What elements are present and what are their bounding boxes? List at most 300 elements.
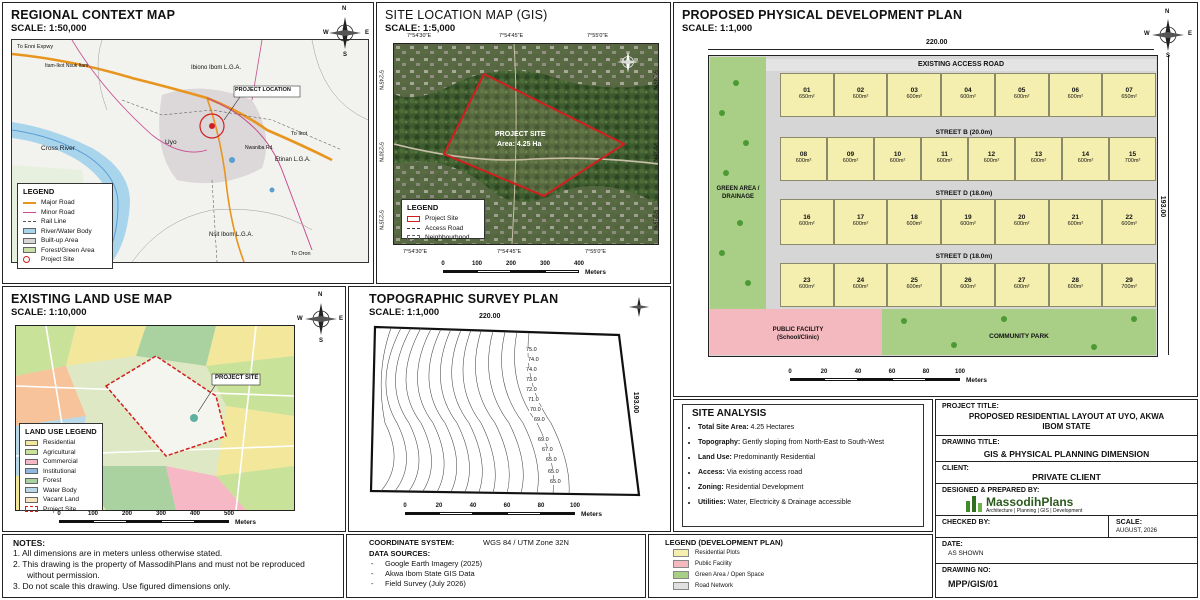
- coord-right-1: 5°2'45"N: [651, 70, 658, 90]
- built-up-area: [159, 89, 266, 184]
- land-use-legend-title: LAND USE LEGEND: [25, 427, 97, 436]
- scalebar-segment: [824, 378, 858, 381]
- drawing-no-label: DRAWING NO:: [942, 567, 991, 574]
- legend-forest: [23, 246, 107, 256]
- topo-scale: SCALE: 1:1,000: [369, 307, 440, 318]
- legend-project-site: [23, 255, 107, 265]
- client-row: [936, 462, 1197, 484]
- land-parcel: [216, 406, 294, 476]
- plot-number: 23: [803, 277, 811, 284]
- date-row: [936, 538, 1197, 564]
- bullet: -: [371, 569, 374, 578]
- site-location-panel: [376, 2, 671, 284]
- plot-area: 600m²: [795, 158, 812, 164]
- plot-number: 29: [1125, 277, 1133, 284]
- project-title-label: PROJECT TITLE:: [942, 403, 999, 410]
- scalebar-segment: [541, 512, 575, 515]
- scalebar-segment: [858, 378, 892, 381]
- plot-area: 600m²: [1013, 221, 1030, 227]
- plot-number: 12: [987, 151, 996, 158]
- site-analysis-value: Via existing access road: [726, 469, 803, 476]
- plot-area: 600m²: [842, 158, 859, 164]
- plot-04: [941, 73, 995, 117]
- compass-w: W: [297, 316, 303, 322]
- community-park: [882, 309, 1156, 355]
- access-road-label: EXISTING ACCESS ROAD: [917, 61, 1005, 68]
- legend-label: Neighbourhood: [425, 234, 470, 242]
- project-location-dot: [209, 123, 215, 129]
- plot-area: 600m²: [960, 221, 976, 227]
- development-plan-panel: [673, 2, 1198, 397]
- regional-legend: [17, 183, 113, 269]
- plot-area: 600m²: [889, 158, 906, 164]
- contour-label: 71.0: [528, 397, 539, 403]
- water-swatch: [25, 487, 38, 493]
- legend-river: [23, 227, 107, 237]
- designed-row: [936, 484, 1197, 516]
- scalebar-tick-label: 0: [403, 503, 407, 509]
- plot-swatch: [673, 549, 689, 557]
- contour-line: [475, 331, 509, 493]
- green-strip: [710, 57, 766, 309]
- compass-rose-icon: [323, 11, 370, 55]
- note-line: without permission.: [27, 570, 100, 580]
- coord-system-value: WGS 84 / UTM Zone 32N: [483, 538, 569, 547]
- plot-28: [1049, 263, 1103, 307]
- land-use-panel: [2, 286, 346, 532]
- label-road: Nwaniba Rd.: [245, 145, 274, 151]
- vacant-swatch: [25, 497, 38, 503]
- access-swatch: [407, 228, 420, 229]
- site-analysis-item: [698, 469, 928, 476]
- drawing-no-row: [936, 564, 1197, 598]
- plot-number: 13: [1034, 151, 1043, 158]
- plot-19: [941, 199, 995, 245]
- land-use-scalebar: [59, 511, 289, 531]
- scalebar-tick-label: 200: [121, 511, 132, 517]
- site-analysis-value: Gently sloping from North-East to South-West: [742, 439, 885, 446]
- pdp-dim-right: 193.00: [1159, 195, 1167, 218]
- plot-area: 600m²: [983, 158, 1000, 164]
- company-tagline: Architecture | Planning | GIS | Development: [986, 508, 1083, 514]
- regional-legend-title: LEGEND: [23, 187, 55, 196]
- water-dot: [229, 157, 235, 163]
- compass-rose-icon: [625, 293, 653, 321]
- plot-26: [941, 263, 995, 307]
- scalebar-tick-label: 20: [820, 369, 828, 375]
- topo-boundary: [371, 327, 639, 495]
- sources-panel: [346, 534, 646, 598]
- plot-24: [834, 263, 888, 307]
- source-item: Akwa Ibom State GIS Data: [385, 569, 475, 578]
- plot-area: 600m²: [936, 158, 953, 164]
- scalebar-unit: Meters: [966, 377, 987, 384]
- project-site-swatch: [25, 506, 38, 512]
- label-uyo: Uyo: [165, 139, 177, 146]
- plot-number: 21: [1071, 214, 1080, 221]
- residential-swatch: [25, 440, 38, 446]
- major-road-swatch: [23, 202, 36, 204]
- coord-bottom-1: 7°54'30"E: [403, 249, 428, 255]
- scalebar-tick-label: 100: [87, 511, 98, 517]
- plot-06: [1049, 73, 1103, 117]
- legend-label: Institutional: [43, 467, 76, 475]
- scalebar-segment: [439, 512, 473, 515]
- bullet: -: [371, 559, 374, 568]
- legend-minor-road: [23, 208, 107, 218]
- plot-01: [780, 73, 834, 117]
- site-analysis-key: Land Use:: [698, 454, 732, 461]
- legend-label: Water Body: [43, 486, 77, 494]
- scalebar-segment: [926, 378, 960, 381]
- regional-context-panel: [2, 2, 374, 284]
- river-swatch: [23, 228, 36, 234]
- legend-label: Road Network: [695, 583, 734, 589]
- plot-10: [874, 137, 921, 181]
- contour-label: 75.0: [526, 347, 537, 353]
- site-scalebar: [443, 261, 639, 281]
- water-dot-2: [270, 188, 275, 193]
- checked-label: CHECKED BY:: [942, 519, 991, 526]
- contour-line: [395, 328, 419, 491]
- bullet: -: [371, 579, 374, 588]
- plot-number: 01: [803, 87, 811, 94]
- compass-e: E: [365, 30, 370, 36]
- company-logo-icon: [966, 496, 982, 512]
- legend-label: Built-up Area: [41, 237, 79, 245]
- label-cross-river: Cross River: [41, 145, 75, 152]
- label-to-expwy: To Enni Expwy: [17, 44, 54, 50]
- plot-number: 19: [964, 214, 972, 221]
- scalebar-segment: [507, 512, 541, 515]
- green-area-label: GREEN AREA / DRAINAGE: [716, 186, 760, 200]
- topo-scalebar: [405, 503, 635, 523]
- coord-left-1: 5°2'45"N: [377, 70, 384, 90]
- contour-line: [463, 330, 495, 493]
- legend-label: Rail Line: [41, 218, 67, 226]
- scalebar-tick-label: 500: [223, 511, 234, 517]
- legend-built-up: [23, 236, 107, 246]
- plot-20: [995, 199, 1049, 245]
- legend-label: Agricultural: [43, 448, 76, 456]
- contour-line: [452, 330, 483, 492]
- date-value: AS SHOWN: [948, 550, 984, 557]
- dev-legend-title: LEGEND (DEVELOPMENT PLAN): [665, 538, 783, 547]
- road-swatch: [673, 582, 689, 590]
- plot-number: 17: [856, 214, 865, 221]
- plot-29: [1102, 263, 1156, 307]
- site-analysis-key: Total Site Area:: [698, 424, 749, 431]
- legend-label: Public Facility: [695, 561, 732, 567]
- site-location-scale: SCALE: 1:5,000: [385, 23, 456, 34]
- plot-17: [834, 199, 888, 245]
- plot-area: 650m²: [1121, 94, 1137, 100]
- plot-area: 600m²: [906, 284, 923, 290]
- scale-value: AUGUST, 2026: [1116, 528, 1158, 534]
- plot-15: [1109, 137, 1156, 181]
- legend-label: Major Road: [41, 199, 75, 207]
- street-label-2: STREET D (18.0m): [935, 190, 993, 197]
- plot-number: 07: [1125, 87, 1133, 94]
- plot-27: [995, 263, 1049, 307]
- site-analysis-key: Access:: [698, 469, 725, 476]
- institutional-swatch: [25, 468, 38, 474]
- plot-area: 600m²: [1067, 94, 1084, 100]
- contour-label: 74.0: [526, 367, 537, 373]
- site-swatch: [407, 216, 420, 222]
- plot-12: [968, 137, 1015, 181]
- plot-area: 600m²: [1121, 221, 1137, 227]
- plot-area: 600m²: [852, 221, 869, 227]
- agricultural-swatch: [25, 449, 38, 455]
- pdp-dim-right-line: [1168, 55, 1169, 355]
- plot-05: [995, 73, 1049, 117]
- plot-area: 650m²: [799, 94, 815, 100]
- scalebar-segment: [59, 520, 93, 523]
- scalebar-tick-label: 20: [435, 503, 443, 509]
- scalebar-tick-label: 80: [922, 369, 930, 375]
- legend-label: Project Site: [43, 505, 77, 513]
- legend-label: River/Water Body: [41, 227, 92, 235]
- plot-area: 600m²: [852, 284, 869, 290]
- contour-line: [440, 329, 469, 492]
- plot-21: [1049, 199, 1103, 245]
- notes-panel: [2, 534, 344, 598]
- scalebar-segment: [892, 378, 926, 381]
- compass-s: S: [319, 338, 324, 344]
- note-line: 3. Do not scale this drawing. Use figured dimensions only.: [13, 581, 231, 591]
- contour-label: 73.0: [526, 377, 537, 383]
- scalebar-tick-label: 100: [569, 503, 580, 509]
- dev-legend-item: [673, 582, 733, 590]
- plot-number: 11: [941, 151, 948, 158]
- forest-swatch: [25, 478, 38, 484]
- scalebar-segment: [477, 270, 511, 273]
- land-use-site-label: PROJECT SITE: [215, 375, 259, 381]
- compass-n: N: [1165, 9, 1170, 15]
- topo-dim-top: 220.00: [479, 313, 501, 320]
- plot-number: 25: [910, 277, 918, 284]
- legend-rail-line: [23, 217, 107, 227]
- plot-number: 24: [856, 277, 865, 284]
- plot-number: 10: [893, 151, 902, 158]
- label-project-location: PROJECT LOCATION: [235, 87, 291, 93]
- scalebar-tick-label: 40: [469, 503, 477, 509]
- legend-agricultural: [25, 448, 97, 458]
- compass-rose-icon: [299, 297, 343, 341]
- site-analysis-item: [698, 484, 928, 491]
- scalebar-tick-label: 100: [954, 369, 965, 375]
- scalebar-segment: [790, 378, 824, 381]
- coord-system-label: COORDINATE SYSTEM:: [369, 538, 455, 547]
- contour-line: [417, 329, 444, 492]
- company-name: MassodihPlans: [986, 495, 1074, 509]
- topo-panel: [348, 286, 671, 532]
- regional-scale: SCALE: 1:50,000: [11, 23, 87, 34]
- client-label: CLIENT:: [942, 465, 969, 472]
- compass-s: S: [1166, 53, 1171, 59]
- contour-label: 65.0: [550, 479, 561, 485]
- legend-label: Project Site: [425, 215, 459, 223]
- public-facility-label: PUBLIC FACILITY (School/Clinic): [772, 327, 824, 341]
- plot-number: 08: [799, 151, 808, 158]
- coord-right-2: 5°2'30"N: [651, 142, 658, 162]
- legend-neighbourhood: [407, 233, 479, 243]
- drawing-title-row: [936, 436, 1197, 462]
- scalebar-segment: [443, 270, 477, 273]
- pdp-scalebar: [790, 369, 1020, 389]
- plot-09: [827, 137, 874, 181]
- date-label: DATE:: [942, 541, 963, 548]
- plot-11: [921, 137, 968, 181]
- site-analysis-value: Water, Electricity & Drainage accessible: [727, 499, 852, 506]
- pdp-scale: SCALE: 1:1,000: [682, 23, 753, 34]
- plot-area: 600m²: [799, 284, 815, 290]
- site-analysis-item: [698, 454, 928, 461]
- legend-label: Vacant Land: [43, 496, 80, 504]
- plot-23: [780, 263, 834, 307]
- plot-number: 02: [856, 87, 865, 94]
- scalebar-unit: Meters: [235, 519, 256, 526]
- compass-e: E: [1188, 31, 1193, 37]
- forest-swatch: [23, 247, 36, 253]
- source-item: Google Earth Imagery (2025): [385, 559, 483, 568]
- plot-number: 28: [1071, 277, 1080, 284]
- plot-number: 09: [846, 151, 855, 158]
- topo-plan: [361, 323, 651, 499]
- plot-25: [887, 263, 941, 307]
- legend-residential: [25, 438, 97, 448]
- scalebar-segment: [511, 270, 545, 273]
- contour-line: [381, 328, 394, 491]
- site-analysis-panel: [673, 399, 933, 532]
- compass-e: E: [339, 316, 344, 322]
- coord-top-2: 7°54'45"E: [499, 33, 524, 39]
- commercial-swatch: [25, 459, 38, 465]
- scalebar-tick-label: 200: [505, 261, 516, 267]
- label-nsit: Nsit Ibom L.G.A.: [209, 232, 254, 238]
- plot-18: [887, 199, 941, 245]
- street-label-3: STREET D (18.0m): [935, 253, 993, 260]
- legend-major-road: [23, 198, 107, 208]
- legend-forest: [25, 476, 97, 486]
- site-legend: [401, 199, 485, 242]
- legend-access: [407, 224, 479, 234]
- data-sources-title: DATA SOURCES:: [369, 549, 431, 558]
- plot-number: 14: [1081, 151, 1090, 158]
- plot-14: [1062, 137, 1109, 181]
- legend-label: Commercial: [43, 458, 78, 466]
- scalebar-tick-label: 60: [888, 369, 896, 375]
- site-analysis-value: Predominantly Residential: [733, 454, 816, 461]
- scalebar-tick-label: 100: [471, 261, 482, 267]
- label-itam: Itam-Ikot Nsuk Itam: [45, 63, 89, 69]
- site-analysis-item: [698, 424, 928, 431]
- scalebar-segment: [127, 520, 161, 523]
- designed-label: DESIGNED & PREPARED BY:: [942, 487, 1040, 494]
- site-analysis-item: [698, 499, 928, 506]
- dev-legend-item: [673, 571, 764, 579]
- project-site-swatch: [23, 256, 30, 263]
- notes-title: NOTES:: [13, 538, 46, 548]
- legend-commercial: [25, 457, 97, 467]
- pdp-dim-top: 220.00: [926, 39, 948, 46]
- label-ibiono: Ibiono Ibom L.G.A.: [191, 65, 242, 71]
- plot-area: 600m²: [960, 284, 976, 290]
- legend-vacant: [25, 495, 97, 505]
- dev-legend-item: [673, 549, 740, 557]
- scalebar-segment: [405, 512, 439, 515]
- topo-title: TOPOGRAPHIC SURVEY PLAN: [369, 292, 559, 306]
- plot-number: 26: [964, 277, 972, 284]
- legend-label: Residential: [43, 439, 76, 447]
- coord-top-1: 7°54'30"E: [407, 33, 432, 39]
- plot-number: 18: [910, 214, 918, 221]
- plot-area: 600m²: [1013, 94, 1030, 100]
- contour-label: 65.0: [546, 457, 557, 463]
- plot-area: 600m²: [960, 94, 976, 100]
- dev-legend-item: [673, 560, 732, 568]
- coord-top-3: 7°55'0"E: [587, 33, 609, 39]
- minor-road-swatch: [23, 212, 36, 213]
- plot-area: 600m²: [1013, 284, 1030, 290]
- pdp-dim-line: [708, 49, 1154, 50]
- street-label-1: STREET B (20.0m): [935, 129, 993, 136]
- rail-line-swatch: [23, 221, 36, 222]
- label-to-oron: To Oron: [291, 251, 311, 257]
- contour-label: 67.0: [542, 447, 553, 453]
- site-analysis-key: Topography:: [698, 439, 741, 446]
- plot-08: [780, 137, 827, 181]
- site-analysis-value: Residential Development: [725, 484, 804, 491]
- plot-02: [834, 73, 888, 117]
- plot-area: 600m²: [1077, 158, 1094, 164]
- neighbourhood-swatch: [407, 235, 420, 241]
- scalebar-tick-label: 300: [155, 511, 166, 517]
- site-analysis-item: [698, 439, 928, 446]
- plot-number: 03: [910, 87, 918, 94]
- compass-w: W: [323, 30, 329, 36]
- scalebar-segment: [93, 520, 127, 523]
- coord-left-3: 5°2'15"N: [377, 210, 384, 230]
- plot-number: 16: [803, 214, 811, 221]
- scalebar-segment: [545, 270, 579, 273]
- plot-area: 600m²: [1067, 221, 1084, 227]
- scale-divider: [1108, 516, 1109, 537]
- plot-number: 20: [1018, 214, 1026, 221]
- plot-number: 27: [1018, 277, 1026, 284]
- compass-rose-icon: [613, 47, 643, 77]
- plot-area: 600m²: [799, 221, 815, 227]
- coord-bottom-3: 7°55'0"E: [585, 249, 607, 255]
- drawing-title-label: DRAWING TITLE:: [942, 439, 1000, 446]
- scalebar-tick-label: 400: [573, 261, 584, 267]
- scale-label: SCALE:: [1116, 519, 1143, 526]
- legend-label: Forest: [43, 477, 62, 485]
- scalebar-segment: [473, 512, 507, 515]
- compass-rose-icon: [1146, 13, 1193, 57]
- compass-w: W: [1144, 31, 1150, 37]
- site-location-title: SITE LOCATION MAP (GIS): [385, 8, 548, 22]
- site-analysis-value: 4.25 Hectares: [750, 424, 795, 431]
- land-use-legend: [19, 423, 103, 511]
- plot-area: 700m²: [1121, 284, 1137, 290]
- project-title: PROPOSED RESIDENTIAL LAYOUT AT UYO, AKWA IBOM STATE: [968, 412, 1165, 431]
- site-analysis-title: SITE ANALYSIS: [692, 408, 767, 419]
- topo-dim-right: 193.00: [632, 391, 640, 414]
- plot-13: [1015, 137, 1062, 181]
- contour-label: 69.0: [538, 437, 549, 443]
